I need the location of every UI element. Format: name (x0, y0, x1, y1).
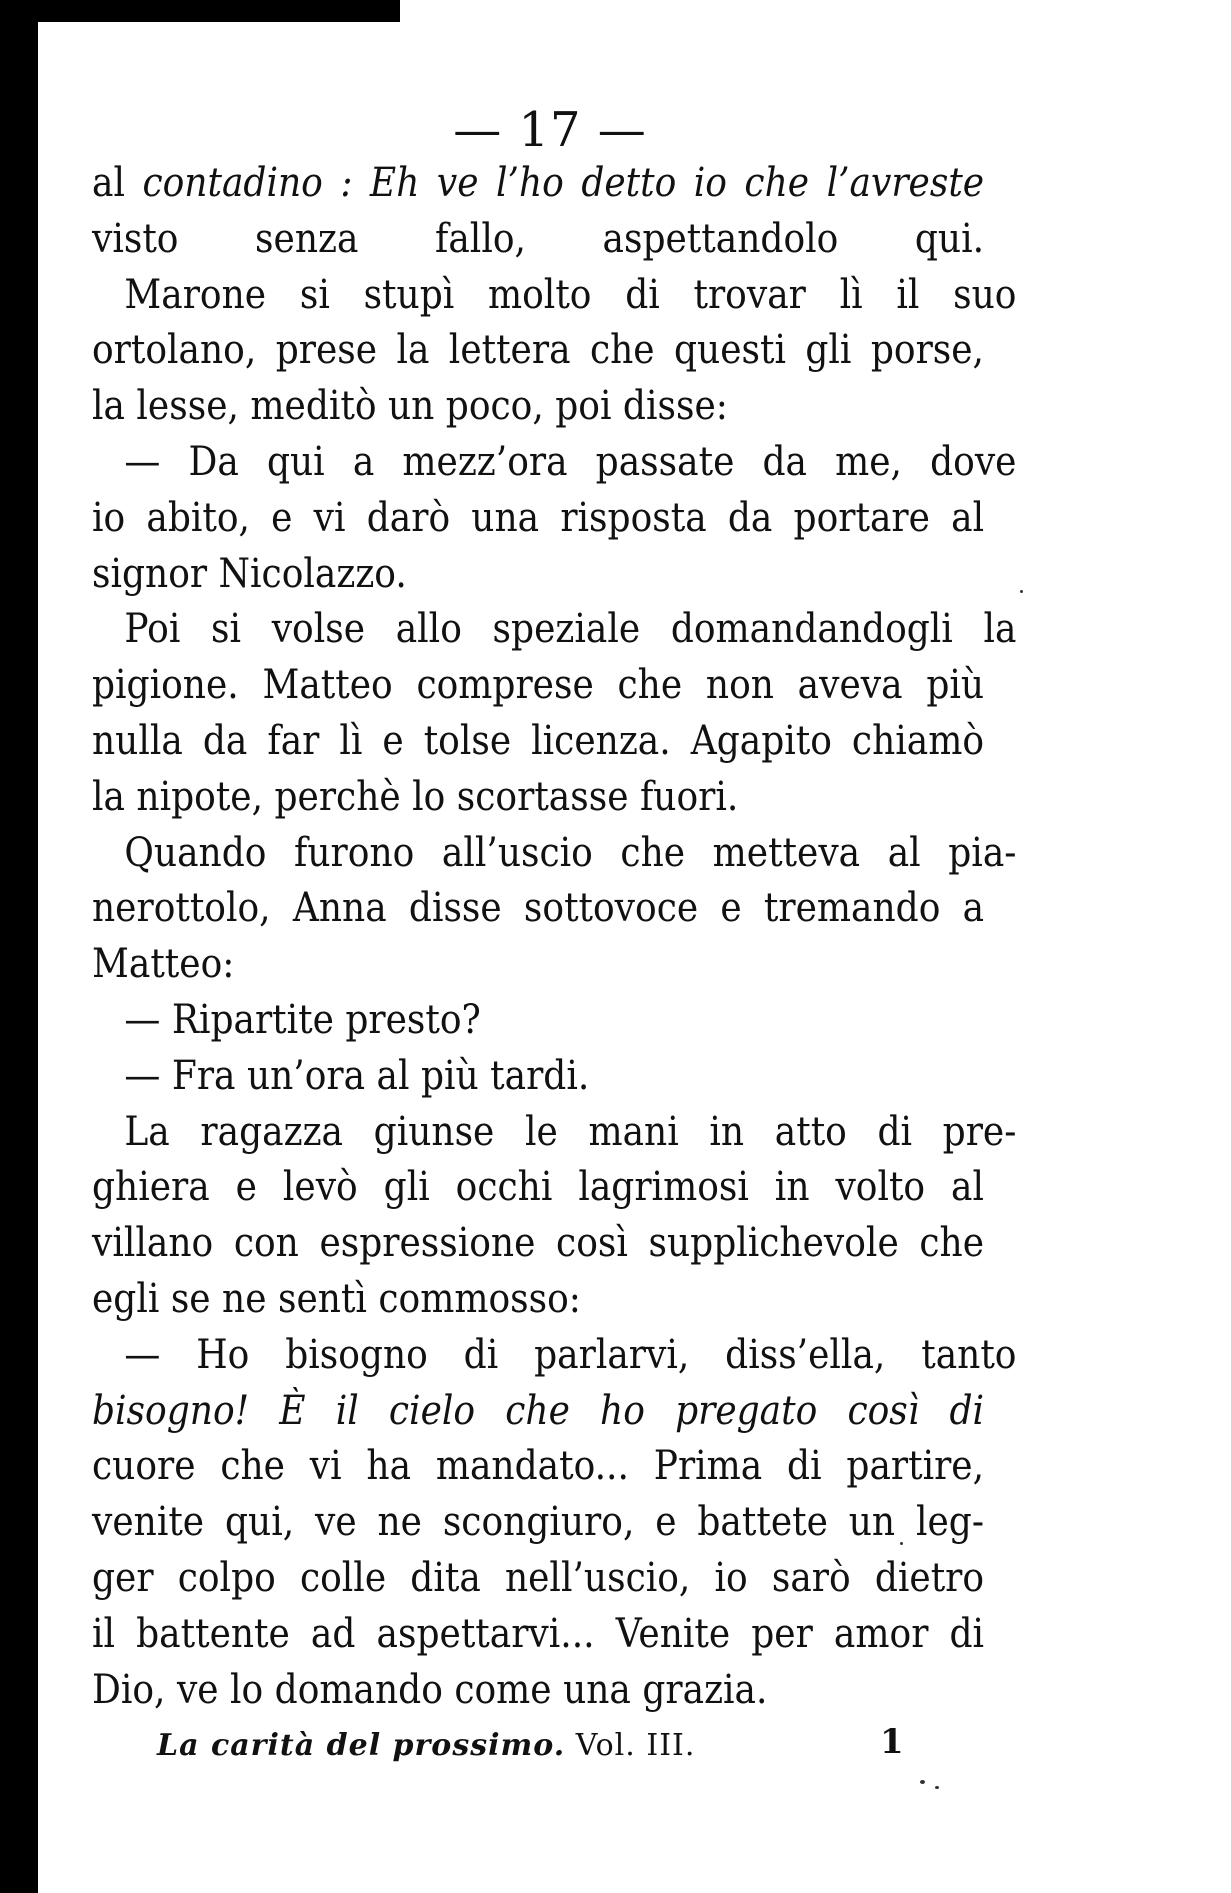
word: al (951, 494, 985, 541)
word: ne (377, 1499, 422, 1546)
word: a (962, 885, 985, 932)
word: io (92, 494, 126, 541)
word: nell’uscio, (504, 1554, 691, 1601)
word: ho (600, 1387, 645, 1434)
text-line (92, 1049, 1016, 1105)
word: Quando (124, 829, 267, 876)
word: Da (188, 438, 239, 485)
word: la (983, 606, 1017, 653)
word: parlarvi, (534, 1331, 690, 1378)
word: commosso: (378, 1275, 593, 1322)
word: Matteo: (92, 941, 246, 988)
word: ha (366, 1443, 412, 1490)
word: scongiuro, (442, 1499, 635, 1546)
word: gli (805, 327, 852, 374)
word: porse, (870, 327, 985, 374)
word: suo (953, 271, 1017, 318)
word: occhi (455, 1164, 553, 1211)
word: Dio, (92, 1666, 177, 1713)
word: signor (92, 550, 219, 597)
ink-speck (935, 1786, 939, 1789)
word: Venite (615, 1610, 731, 1657)
word: pigione. (92, 662, 239, 709)
word: e (271, 494, 293, 541)
word: io (693, 160, 727, 206)
word: — (124, 438, 161, 485)
word: : (340, 160, 353, 206)
word: tardi. (490, 1052, 601, 1099)
word: che (589, 327, 655, 374)
word: chiamò (851, 717, 985, 764)
word: un’ora (246, 1052, 377, 1099)
word: pia- (948, 829, 1017, 876)
word: prese (275, 327, 378, 374)
word: per (751, 1610, 813, 1657)
footer-volume: Vol. III. (565, 1728, 696, 1763)
text-line (92, 1663, 984, 1719)
word: a (352, 438, 375, 485)
word: partire, (846, 1443, 985, 1490)
word: pre- (942, 1108, 1017, 1155)
word: ve (314, 1499, 357, 1546)
word: e (720, 885, 742, 932)
word: lettera (448, 327, 571, 374)
word: Fra (171, 1052, 247, 1099)
word: leg- (915, 1499, 984, 1546)
word: Nicolazzo. (218, 550, 419, 597)
page-number: — 17 — (453, 102, 647, 158)
word: lagrimosi (578, 1164, 749, 1211)
word: tremando (763, 885, 941, 932)
word: colle (299, 1554, 387, 1601)
word: Ripartite (171, 996, 346, 1043)
word: al (887, 829, 921, 876)
word: ve (176, 1666, 231, 1713)
word: fuori. (639, 773, 750, 820)
ink-speck (900, 1542, 903, 1545)
word: perchè (274, 773, 413, 820)
text-line (92, 993, 1016, 1049)
word: stupì (363, 271, 455, 318)
word: domandandogli (670, 606, 953, 653)
text-line (92, 602, 1016, 658)
word: ne (222, 1275, 278, 1322)
word: volse (271, 606, 366, 653)
word: il (92, 1610, 116, 1657)
word: lesse, (136, 383, 251, 430)
word: giunse (373, 1108, 495, 1155)
printer-signature-mark: 1 (880, 1722, 904, 1762)
word: di (949, 1610, 985, 1657)
word: Anna (292, 885, 387, 932)
word: al (376, 1052, 421, 1099)
word: volto (835, 1164, 926, 1211)
word: dove (930, 438, 1017, 485)
word: cielo (388, 1387, 476, 1434)
word: non (705, 662, 774, 709)
word: qui. (914, 215, 985, 262)
word: Eh (369, 160, 420, 206)
word: sentì (277, 1275, 379, 1322)
text-line (92, 1160, 984, 1216)
word: poi (555, 383, 623, 430)
word: vi (313, 494, 346, 541)
word: espressione (319, 1220, 536, 1267)
word: ortolano, (92, 327, 257, 374)
word: che (919, 1220, 985, 1267)
text-line (92, 1495, 984, 1551)
word: e (655, 1499, 677, 1546)
word: È (279, 1387, 306, 1434)
word: colpo (177, 1554, 276, 1601)
body-text (92, 156, 1017, 1718)
text-line (92, 1384, 984, 1440)
word: Ho (196, 1331, 250, 1378)
word: atto (774, 1108, 847, 1155)
word: comprese (416, 662, 594, 709)
text-line (92, 770, 984, 826)
word: grazia. (642, 1666, 779, 1713)
word: che (744, 160, 810, 206)
word: qui, (224, 1499, 295, 1546)
word: in (774, 1164, 810, 1211)
word: in (709, 1108, 745, 1155)
word: me, (835, 438, 902, 485)
word: meditò (250, 383, 388, 430)
text-line (92, 212, 984, 268)
word: scortasse (456, 773, 640, 820)
word: bisogno! (92, 1387, 250, 1434)
word: vi (309, 1443, 342, 1490)
word: lì (339, 717, 363, 764)
word: presto? (345, 996, 493, 1043)
word: mandato... (435, 1443, 629, 1490)
word: battente (136, 1610, 290, 1657)
word: la (396, 327, 430, 374)
word: nerottolo, (92, 885, 271, 932)
word: una (471, 494, 540, 541)
word: sarò (771, 1554, 851, 1601)
word: questi (673, 327, 786, 374)
word: di (787, 1443, 822, 1490)
word: La (124, 1108, 170, 1155)
word: con (233, 1220, 299, 1267)
text-line (92, 156, 984, 212)
word: che (220, 1443, 285, 1490)
word: l’ho (496, 160, 564, 206)
word: — (124, 1052, 172, 1099)
word: così (847, 1387, 920, 1434)
ink-speck (920, 1780, 925, 1784)
word: passate (595, 438, 735, 485)
word: l’avreste (826, 160, 985, 206)
word: tolse (423, 717, 512, 764)
word: se (170, 1275, 223, 1322)
word: di (877, 1108, 913, 1155)
word: supplichevole (648, 1220, 899, 1267)
word: gli (383, 1164, 430, 1211)
word: come (454, 1666, 564, 1713)
word: levò (282, 1164, 358, 1211)
ink-speck (1020, 590, 1023, 593)
word: furono (294, 829, 415, 876)
running-footer (157, 1728, 695, 1763)
word: dita (410, 1554, 481, 1601)
word: nulla (92, 717, 183, 764)
text-line (92, 1105, 1016, 1161)
word: Prima (653, 1443, 763, 1490)
word: amor (833, 1610, 929, 1657)
word: disse (408, 885, 502, 932)
word: battete (697, 1499, 828, 1546)
word: domando (274, 1666, 455, 1713)
word: Agapito (690, 717, 832, 764)
word: dietro (874, 1554, 985, 1601)
word: lo (412, 773, 457, 820)
word: darò (366, 494, 451, 541)
text-line (92, 547, 984, 603)
word: più (420, 1052, 491, 1099)
word: la (92, 773, 137, 820)
word: lì (839, 271, 863, 318)
word: contadino (142, 160, 323, 206)
word: bisogno (285, 1331, 428, 1378)
word: senza (255, 215, 359, 262)
word: egli (92, 1275, 171, 1322)
word: di (625, 271, 660, 318)
word: trovar (693, 271, 806, 318)
text-line (92, 714, 984, 770)
word: far (267, 717, 320, 764)
word: — (124, 996, 172, 1043)
text-line (92, 1272, 984, 1328)
word: speziale (492, 606, 641, 653)
word: pregato (675, 1387, 818, 1434)
word: fallo, (435, 215, 526, 262)
word: al (951, 1164, 985, 1211)
word: una (563, 1666, 643, 1713)
text-line (92, 1551, 984, 1607)
word: la (92, 383, 137, 430)
text-line (92, 379, 984, 435)
text-line (92, 937, 984, 993)
word: un (848, 1499, 896, 1546)
word: diss’ella, (725, 1331, 886, 1378)
word: abito, (146, 494, 250, 541)
footer-book-title: La carità del prossimo. (157, 1728, 566, 1763)
word: mani (588, 1108, 679, 1155)
text-line (92, 826, 1016, 882)
word: il (896, 271, 920, 318)
word: che (617, 662, 683, 709)
word: metteva (712, 829, 861, 876)
word: da (727, 494, 773, 541)
word: che (505, 1387, 570, 1434)
word: il (335, 1387, 359, 1434)
word: nipote, (136, 773, 275, 820)
word: di (463, 1331, 499, 1378)
word: mezz’ora (402, 438, 568, 485)
word: più (926, 662, 985, 709)
word: ad (310, 1610, 356, 1657)
word: detto (581, 160, 677, 206)
text-line (92, 268, 1016, 324)
word: io (714, 1554, 748, 1601)
word: che (620, 829, 686, 876)
word: venite (92, 1499, 205, 1546)
word: ragazza (200, 1108, 344, 1155)
word: disse: (622, 383, 740, 430)
word: villano (92, 1220, 214, 1267)
word: risposta (560, 494, 707, 541)
word: molto (488, 271, 592, 318)
word: aspettarvi... (376, 1610, 595, 1657)
text-line (92, 1607, 984, 1663)
word: ger (92, 1554, 154, 1601)
text-line (92, 491, 984, 547)
word: all’uscio (441, 829, 593, 876)
text-line (92, 1216, 984, 1272)
word: di (949, 1387, 985, 1434)
word: da (202, 717, 248, 764)
word: così (556, 1220, 628, 1267)
word: Poi (124, 606, 181, 653)
word: — (124, 1331, 161, 1378)
text-line (92, 881, 984, 937)
text-line (92, 1328, 1016, 1384)
word: tanto (921, 1331, 1017, 1378)
word: sottovoce (523, 885, 699, 932)
word: qui (266, 438, 325, 485)
word: aveva (797, 662, 903, 709)
word: aspettandolo (602, 215, 839, 262)
word: e (235, 1164, 257, 1211)
word: licenza. (531, 717, 671, 764)
text-line (92, 1439, 984, 1495)
word: allo (395, 606, 462, 653)
word: le (524, 1108, 558, 1155)
book-top-edge (0, 0, 400, 22)
text-line (92, 435, 1016, 491)
text-line (92, 658, 984, 714)
word: portare (793, 494, 930, 541)
word: poco, (445, 383, 556, 430)
word: ve (436, 160, 479, 206)
word: cuore (92, 1443, 196, 1490)
text-line (92, 323, 984, 379)
word: e (382, 717, 404, 764)
word: Matteo (262, 662, 393, 709)
book-spine-edge (0, 0, 38, 1893)
word: lo (230, 1666, 275, 1713)
word: da (762, 438, 807, 485)
word: ghiera (92, 1164, 210, 1211)
word: si (299, 271, 330, 318)
word: visto (92, 215, 179, 262)
word: Marone (124, 271, 267, 318)
word: al (92, 160, 125, 206)
word: si (211, 606, 242, 653)
word: un (387, 383, 446, 430)
